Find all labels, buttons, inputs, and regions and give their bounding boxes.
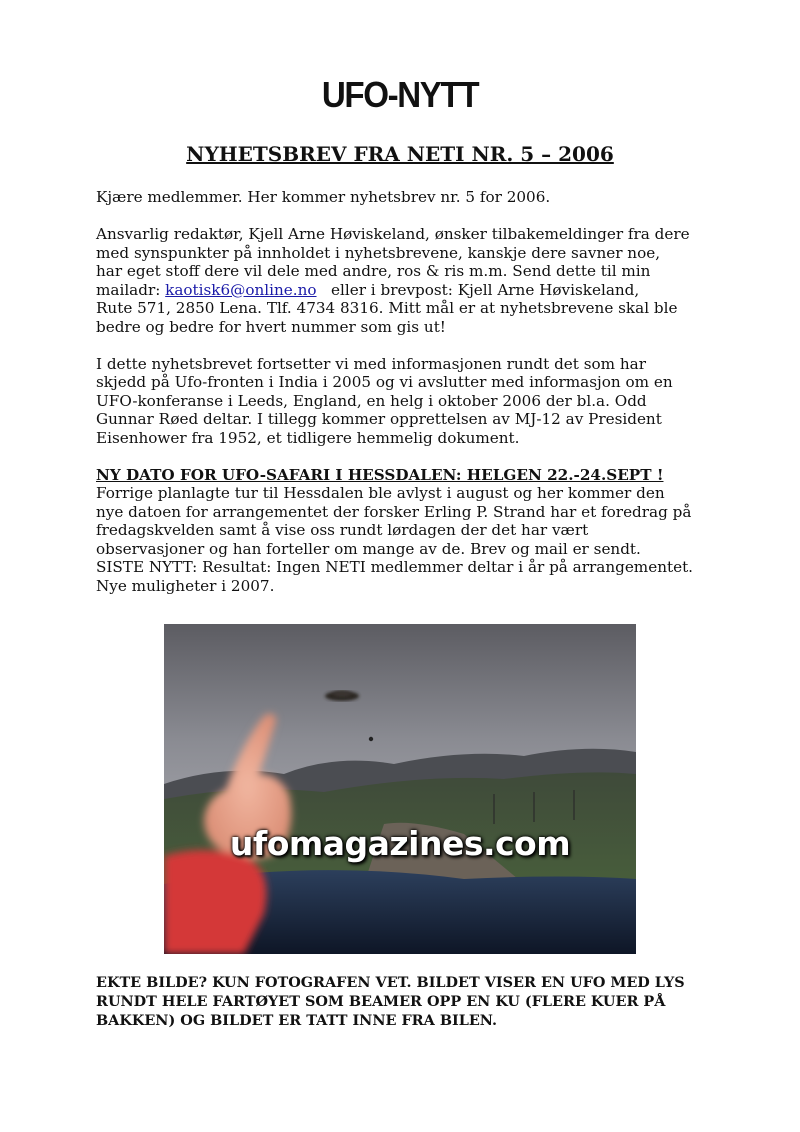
caption-line-3: BAKKEN) OG BILDET ER TATT INNE FRA BILEN.	[96, 1012, 498, 1029]
photo-watermark: ufomagazines.com	[229, 824, 571, 863]
mail-prefix: mailadr:	[96, 280, 166, 299]
mail-suffix: eller i brevpost: Kjell Arne Høviskeland,	[316, 280, 640, 299]
photo-caption	[96, 973, 736, 1030]
safari-heading: NY DATO FOR UFO-SAFARI I HESSDALEN: HELGEN 22.-24.SEPT !	[96, 465, 664, 484]
safari-line-2: nye datoen for arrangementet der forsker Erling P. Strand har et foredrag på	[96, 502, 692, 521]
contents-line-2: skjedd på Ufo-fronten i India i 2005 og vi avslutter med informasjon om en	[96, 373, 673, 391]
safari-line-3: fredagskvelden samt å vise oss rundt lørdagen der det har vært	[96, 521, 589, 539]
photo-illustration-icon	[164, 624, 636, 954]
contents-line-5: Eisenhower fra 1952, et tidligere hemmelig dokument.	[96, 428, 520, 447]
greeting-line: Kjære medlemmer. Her kommer nyhetsbrev nr. 5 for 2006.	[96, 188, 551, 206]
safari-line-4: observasjoner og han forteller om mange av de. Brev og mail er sendt.	[96, 539, 641, 558]
editor-line-5: Rute 571, 2850 Lena. Tlf. 4734 8316. Mitt mål er at nyhetsbrevene skal ble	[96, 299, 678, 317]
contents-line-1: I dette nyhetsbrevet fortsetter vi med informasjonen rundt det som har	[96, 354, 646, 373]
editor-paragraph	[96, 225, 716, 336]
editor-line-6: bedre og bedre for hvert nummer som gis ut!	[96, 317, 446, 336]
contents-line-3: UFO-konferanse i Leeds, England, en helg i oktober 2006 der bl.a. Odd	[96, 391, 647, 410]
email-link[interactable]: kaotisk6@online.no	[165, 280, 317, 299]
caption-line-2: RUNDT HELE FARTØYET SOM BEAMER OPP EN KU (FLERE KUER PÅ	[96, 993, 666, 1010]
ufo-photo	[164, 624, 636, 954]
contents-paragraph	[96, 355, 716, 448]
editor-line-4	[96, 281, 716, 300]
caption-line-1: EKTE BILDE? KUN FOTOGRAFEN VET. BILDET VISER EN UFO MED LYS	[96, 974, 685, 991]
safari-line-6: Nye muligheter i 2007.	[96, 576, 275, 595]
safari-paragraph	[96, 466, 716, 596]
greeting-paragraph	[96, 188, 716, 207]
editor-line-2: med synspunkter på innholdet i nyhetsbrevene, kanskje dere savner noe,	[96, 243, 661, 262]
editor-line-1: Ansvarlig redaktør, Kjell Arne Høviskeland, ønsker tilbakemeldinger fra dere	[96, 225, 690, 243]
contents-line-4: Gunnar Røed deltar. I tillegg kommer opprettelsen av MJ-12 av President	[96, 410, 662, 428]
editor-line-3: har eget stoff dere vil dele med andre, ros & ris m.m. Send dette til min	[96, 262, 651, 280]
body-text	[96, 188, 716, 614]
newsletter-subtitle: NYHETSBREV FRA NETI NR. 5 – 2006	[186, 142, 614, 166]
page-title: UFO-NYTT	[321, 74, 479, 115]
safari-line-1: Forrige planlagte tur til Hessdalen ble avlyst i august og her kommer den	[96, 484, 665, 502]
safari-line-5: SISTE NYTT: Resultat: Ingen NETI medlemmer deltar i år på arrangementet.	[96, 558, 693, 576]
